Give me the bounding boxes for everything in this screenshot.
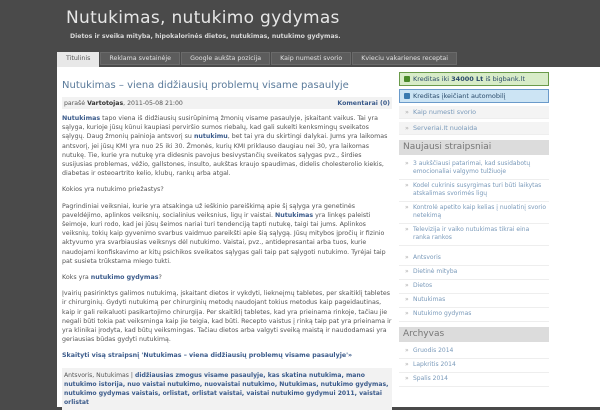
- posted-by-label: parašė: [64, 99, 86, 107]
- nav-google[interactable]: Google aukšta pozicija: [181, 52, 270, 65]
- keyword-link[interactable]: nutukimu: [193, 133, 228, 141]
- post-title[interactable]: Nutukimas – viena didžiausių problemų visame pasaulyje: [62, 80, 349, 91]
- recent-post[interactable]: » Kodel cukrinis susyrgimas turi būti laikytas atskalimas svorimės ligų: [399, 180, 549, 202]
- keyword-link[interactable]: Nutukimas: [275, 211, 314, 219]
- archive-item[interactable]: » Lapkritis 2014: [399, 359, 549, 373]
- sidebar: [399, 72, 549, 387]
- category-item[interactable]: » Nutukimo gydymas: [399, 308, 549, 322]
- paragraph-2: Kokios yra nutukimo priežastys?: [62, 186, 164, 194]
- ad-auto[interactable]: Kreditas įkeičiant automobilį: [399, 89, 549, 103]
- categories-label[interactable]: Antsvoris, Nutukimas |: [64, 371, 133, 379]
- content-wrap: [57, 67, 600, 407]
- site-description: Dietos ir sveika mityba, hipokalorinės dietos, nutukimas, nutukimo gydymas.: [70, 33, 341, 40]
- category-item[interactable]: » Nutukimas: [399, 294, 549, 308]
- ad-icon: [404, 76, 410, 82]
- post-body: [62, 114, 392, 361]
- comments-link[interactable]: Komentarai (0): [337, 99, 390, 107]
- archive-item[interactable]: » Spalis 2014: [399, 373, 549, 387]
- keyword-link[interactable]: nutukimo gydymas: [90, 274, 159, 282]
- paragraph-4: Koks yra nutukimo gydymas?: [62, 274, 162, 282]
- ad-icon: [404, 93, 410, 99]
- tags-list[interactable]: didžiausias zmogus visame pasaulyje, kas skatina nutukima, mano nutukimo istorija, nuo vaistai nutukimo, nuovaistai nutukimo, Nutukimas, nutukimo gydymas, nutukimo gydymas vaistais, orlistat, orlistat vaistai, vaistai nutukimo gydymui 2011, vaistai orlistat: [64, 371, 389, 406]
- category-item[interactable]: » Antsvoris: [399, 252, 549, 266]
- post-date: 2011-05-08 21:00: [127, 99, 183, 107]
- sidebar-link[interactable]: » Kaip numesti svorio: [399, 106, 549, 119]
- archive-heading: Archyvas: [399, 327, 549, 342]
- archive-item[interactable]: » Gruodis 2014: [399, 345, 549, 359]
- recent-posts-heading: Naujausi straipsniai: [399, 140, 549, 155]
- post-meta: parašė Vartotojas, 2011-05-08 21:00 Komentarai (0): [62, 97, 392, 109]
- post-author[interactable]: Vartotojas: [87, 99, 124, 107]
- site-title[interactable]: Nutukimas, nutukimo gydymas: [66, 8, 340, 28]
- main-content: [62, 72, 392, 410]
- nav-reklama[interactable]: Reklama svetainėje: [100, 52, 180, 65]
- recent-post[interactable]: » 3 aukščiausi patarimai, kad susidabotų emocionaliai valgymo tulžiuoje: [399, 158, 549, 180]
- site-header: [0, 0, 600, 48]
- ad-kreditas[interactable]: Kreditas iki 34000 Lt iš bigbank.lt: [399, 72, 549, 86]
- category-item[interactable]: » Dietinė mityba: [399, 266, 549, 280]
- paragraph-5: Įvairių pasirinktys galimos nutukimą, įskaitant dietos ir vykdyti, liekneįmų tabletes, per skaitiklį tabletes ir chirurginių. Gydyti nutukimą per chirurginių metodų naudojant tokius metodus kaip pageidautinas, kaip ir gali reikaluoti pasikartojimo chirurgija. Per skaitiklį tabletes, kad yra prieinama rinkoje, tačiau jie negali būti tokia pat veiksminga kaip jie teigia, kad būti. Recepto vaistus į rinką taip pat yra prieinama ir yra klinikai įrodyta, kad būtų veiksmingas. Tačiau dietos arba valgyti sveiką maistą ir naudodamasi yra geriausias būdas gydyti nutukimą.: [62, 290, 392, 344]
- nav-kaip-numesti[interactable]: Kaip numesti svorio: [271, 52, 351, 65]
- nav-titulinis[interactable]: Titulinis: [57, 52, 99, 67]
- recent-post[interactable]: » Televizija ir vaiko nutukimas tikrai eina ranka rankos: [399, 224, 549, 246]
- read-more-link[interactable]: Skaityti visą straipsnį 'Nutukimas – viena didžiausių problemų visame pasaulyje'»: [62, 352, 353, 360]
- recent-post[interactable]: » Kontrolė apetito kaip kelias į nuolatinį svorio netekimą: [399, 202, 549, 224]
- nav-receptai[interactable]: Kvieciu vakarienes receptai: [352, 52, 457, 65]
- paragraph-1: Nutukimas tapo viena iš didžiausių susirūpinimą žmonių visame pasaulyje, įskaitant vaikus. Tai yra sąlyga, kurioje jūsų kūnui kaupiasi perviršio sumos riebalų, kad gali sukelti kenksmingų sveikatos sąlygų. Daug žmonių painioja antsvorį su nutukimu, bet tai yra du skirtingi dalykai. Jums yra laikomas antsvorį, jei jūsų KMI yra nuo 25 iki 30. Žmonės, kurių KMI priklauso daugiau nei 30, yra laikomas nutukę. Tie, kurie yra nutukę yra didesnis pavojus besivystančių sveikatos sąlygas pvz., širdies susijusias problemas, vėžio, gallstones, insulto, aukštas kraujo spaudimas, didelis cholesterolio kiekis, diabetas ir osteoartrito kelio, klubų, rankų arba atgal.: [62, 115, 388, 178]
- keyword-link[interactable]: Nutukimas: [62, 115, 101, 122]
- paragraph-3: Pagrindiniai veiksniai, kurie yra atsakinga už ieškinio pareiškimą apie šį sąlyga yra genetinės paveldėjimo, aplinkos veiksnių, socialinius veiksnius, ligų ir vaistai. Nutukimas yra linkęs paleisti šeimoje, kuri rodo, kad jei jūsų šeimos nariai turi tendenciją tapti nutukę, taigi tai jums. Aplinkos veiksnių, tokių kaip gyvenimo svarbus vaidmuo pareikšti apie šią sąlygą. Jūsų mitybos įpročių ir fizinio aktyvumo yra svarbiausias veiksnys dėl nutukimo. Vaistai, pvz., antidepresantai arba tuos, kurie naudojami konfiskavimo ar kitų psichikos sveikatos sąlygas gali taip pat sąlygoti nutukimo. Tyrėjai taip pat susieta trūkstama miego tukti.: [62, 202, 386, 265]
- sidebar-link[interactable]: » Serveriai.lt nuolaida: [399, 122, 549, 135]
- main-nav: [57, 50, 458, 67]
- category-item[interactable]: » Dietos: [399, 280, 549, 294]
- post-tags: [62, 368, 392, 410]
